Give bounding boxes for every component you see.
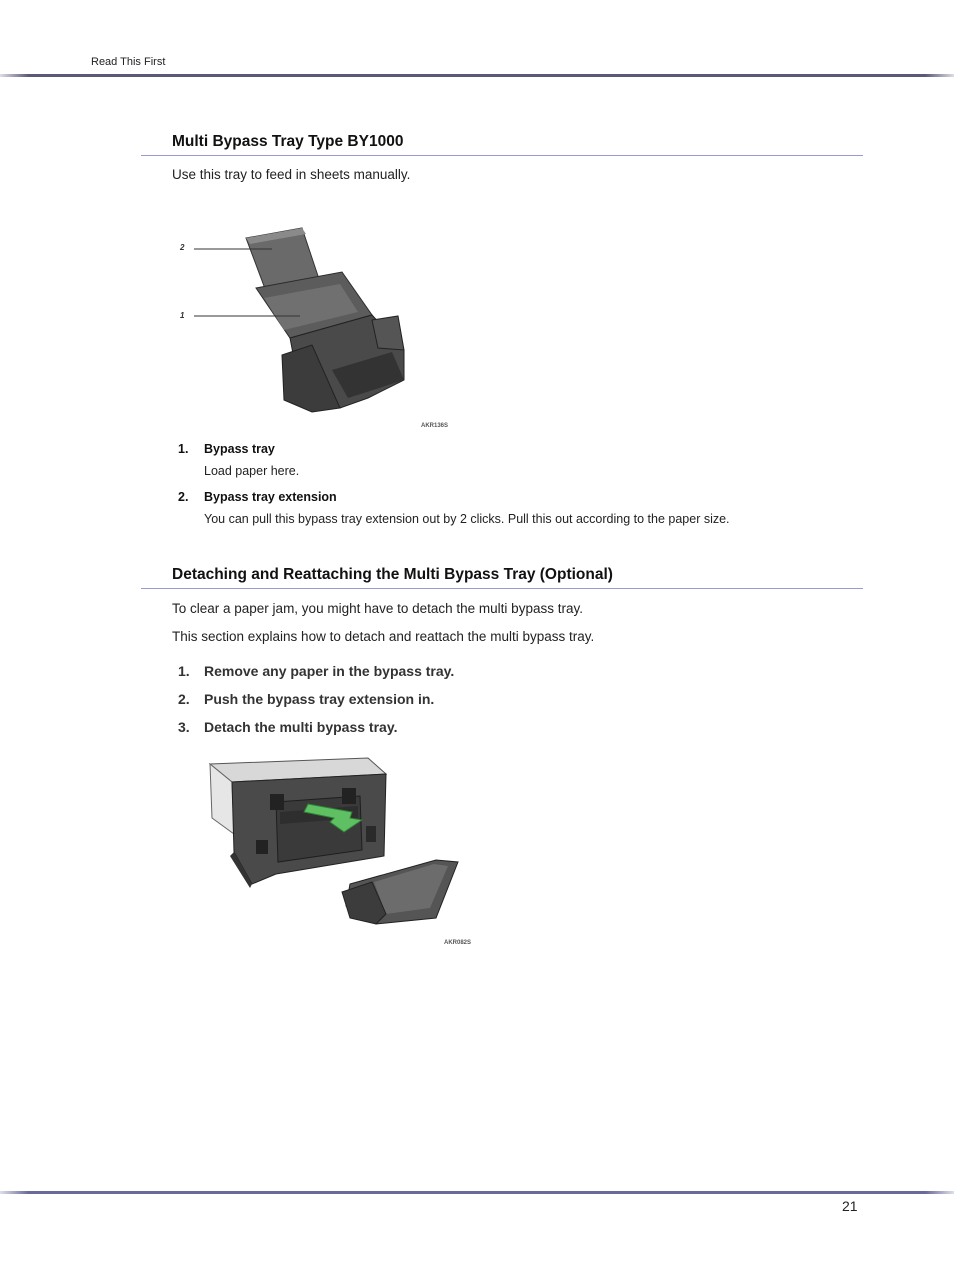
legend-desc-extension: You can pull this bypass tray extension out by 2 clicks. Pull this out according to the paper size. (204, 512, 730, 526)
header-rule (0, 74, 954, 77)
step-1: 1. Remove any paper in the bypass tray. (178, 663, 455, 679)
step-3: 3. Detach the multi bypass tray. (178, 719, 398, 735)
section-title-bypass-tray: Multi Bypass Tray Type BY1000 (172, 133, 404, 150)
bypass-tray-illustration (172, 220, 462, 435)
step-2: 2. Push the bypass tray extension in. (178, 691, 435, 707)
legend-item-extension: 2. Bypass tray extension (178, 490, 337, 504)
footer-rule (0, 1191, 954, 1194)
section-intro: Use this tray to feed in sheets manually. (172, 167, 411, 182)
legend-desc-bypass-tray: Load paper here. (204, 464, 300, 478)
section2-para-2: This section explains how to detach and reattach the multi bypass tray. (172, 629, 595, 644)
callout-2: 2 (180, 243, 185, 252)
legend-item-bypass-tray: 1. Bypass tray (178, 442, 275, 456)
page-number: 21 (842, 1198, 858, 1214)
running-header: Read This First (91, 56, 166, 68)
figure-code-2: AKR082S (444, 940, 472, 946)
section-underline (141, 588, 863, 589)
detach-tray-illustration (200, 752, 480, 952)
section-underline (141, 155, 863, 156)
callout-1: 1 (180, 311, 185, 320)
section-title-detaching: Detaching and Reattaching the Multi Bypass Tray (Optional) (172, 566, 613, 583)
figure-code-1: AKR136S (421, 423, 449, 429)
section2-para-1: To clear a paper jam, you might have to detach the multi bypass tray. (172, 601, 583, 616)
